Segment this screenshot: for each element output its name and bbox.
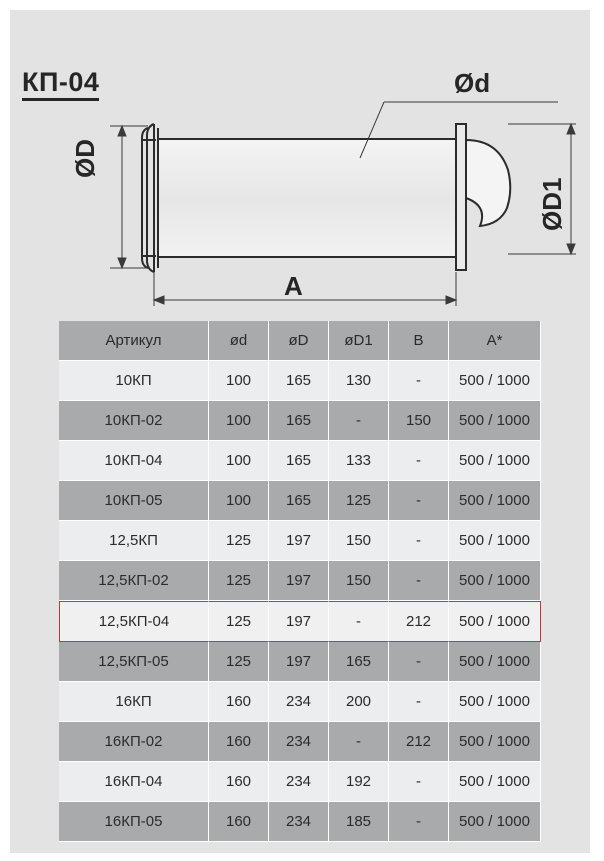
cell-D: 197	[269, 601, 329, 642]
header-B: B	[389, 321, 449, 361]
cell-d: 125	[209, 642, 269, 682]
cell-D: 234	[269, 802, 329, 842]
cell-D: 197	[269, 521, 329, 561]
table-row	[59, 762, 541, 802]
table-header-row	[59, 321, 541, 361]
cell-B: 212	[389, 601, 449, 642]
cell-B: -	[389, 802, 449, 842]
cell-B: -	[389, 521, 449, 561]
cell-A: 500 / 1000	[449, 401, 541, 441]
cell-article: 16КП-05	[59, 802, 209, 842]
cell-d: 100	[209, 441, 269, 481]
cell-d: 160	[209, 762, 269, 802]
cell-A: 500 / 1000	[449, 601, 541, 642]
cell-d: 125	[209, 561, 269, 601]
cell-D1: 185	[329, 802, 389, 842]
product-title: КП-04	[22, 68, 99, 101]
cell-d: 125	[209, 521, 269, 561]
cell-article: 10КП-04	[59, 441, 209, 481]
cell-A: 500 / 1000	[449, 361, 541, 401]
cell-article: 12,5КП-02	[59, 561, 209, 601]
table-row	[59, 682, 541, 722]
cell-D: 165	[269, 401, 329, 441]
cell-B: 212	[389, 722, 449, 762]
cell-B: -	[389, 561, 449, 601]
cell-D1: 192	[329, 762, 389, 802]
cell-D1: 150	[329, 521, 389, 561]
cell-D1: 150	[329, 561, 389, 601]
diameter-D-label: ØD	[70, 139, 100, 178]
cell-d: 100	[209, 401, 269, 441]
table-row	[59, 642, 541, 682]
cell-article: 12,5КП	[59, 521, 209, 561]
cell-article: 10КП-05	[59, 481, 209, 521]
cell-D1: -	[329, 601, 389, 642]
cell-A: 500 / 1000	[449, 762, 541, 802]
left-grille-flange	[142, 124, 158, 272]
cell-B: -	[389, 642, 449, 682]
cell-D: 234	[269, 722, 329, 762]
cell-A: 500 / 1000	[449, 441, 541, 481]
header-d: ød	[209, 321, 269, 361]
cell-D1: 165	[329, 642, 389, 682]
cell-d: 100	[209, 481, 269, 521]
cell-D: 234	[269, 762, 329, 802]
length-a-label: A	[284, 271, 303, 301]
table-row	[59, 521, 541, 561]
table-row	[59, 601, 541, 642]
cell-A: 500 / 1000	[449, 561, 541, 601]
cell-B: -	[389, 762, 449, 802]
cell-d: 160	[209, 682, 269, 722]
cell-d: 100	[209, 361, 269, 401]
cell-D1: 130	[329, 361, 389, 401]
cell-A: 500 / 1000	[449, 481, 541, 521]
table-body	[59, 361, 541, 842]
cell-A: 500 / 1000	[449, 682, 541, 722]
diameter-D1-label: ØD1	[537, 177, 567, 231]
diameter-d-label: Ød	[454, 68, 491, 98]
cell-d: 160	[209, 802, 269, 842]
cell-A: 500 / 1000	[449, 521, 541, 561]
pipe-body	[158, 139, 456, 257]
table-row	[59, 561, 541, 601]
cell-article: 10КП	[59, 361, 209, 401]
cell-B: -	[389, 682, 449, 722]
header-article: Артикул	[59, 321, 209, 361]
spec-table	[59, 321, 541, 842]
header-D: øD	[269, 321, 329, 361]
cell-article: 12,5КП-05	[59, 642, 209, 682]
cell-d: 160	[209, 722, 269, 762]
cell-D1: 200	[329, 682, 389, 722]
cell-D1: -	[329, 722, 389, 762]
cell-article: 12,5КП-04	[59, 601, 209, 642]
cell-D: 165	[269, 481, 329, 521]
cell-d: 125	[209, 601, 269, 642]
cell-D: 165	[269, 361, 329, 401]
cell-article: 10КП-02	[59, 401, 209, 441]
cell-B: -	[389, 441, 449, 481]
cell-D1: 133	[329, 441, 389, 481]
header-D1: øD1	[329, 321, 389, 361]
right-hood	[456, 124, 510, 270]
cell-A: 500 / 1000	[449, 642, 541, 682]
cell-article: 16КП-02	[59, 722, 209, 762]
cell-D: 165	[269, 441, 329, 481]
cell-D1: 125	[329, 481, 389, 521]
table-row	[59, 722, 541, 762]
table-row	[59, 481, 541, 521]
product-card	[10, 10, 590, 853]
cell-B: -	[389, 361, 449, 401]
cell-A: 500 / 1000	[449, 722, 541, 762]
cell-D: 197	[269, 642, 329, 682]
cell-article: 16КП	[59, 682, 209, 722]
cell-B: -	[389, 481, 449, 521]
table-row	[59, 361, 541, 401]
cell-A: 500 / 1000	[449, 802, 541, 842]
cell-B: 150	[389, 401, 449, 441]
header-A: A*	[449, 321, 541, 361]
cell-article: 16КП-04	[59, 762, 209, 802]
cell-D1: -	[329, 401, 389, 441]
table-row	[59, 441, 541, 481]
cell-D: 197	[269, 561, 329, 601]
cell-D: 234	[269, 682, 329, 722]
table-row	[59, 401, 541, 441]
table-row	[59, 802, 541, 842]
